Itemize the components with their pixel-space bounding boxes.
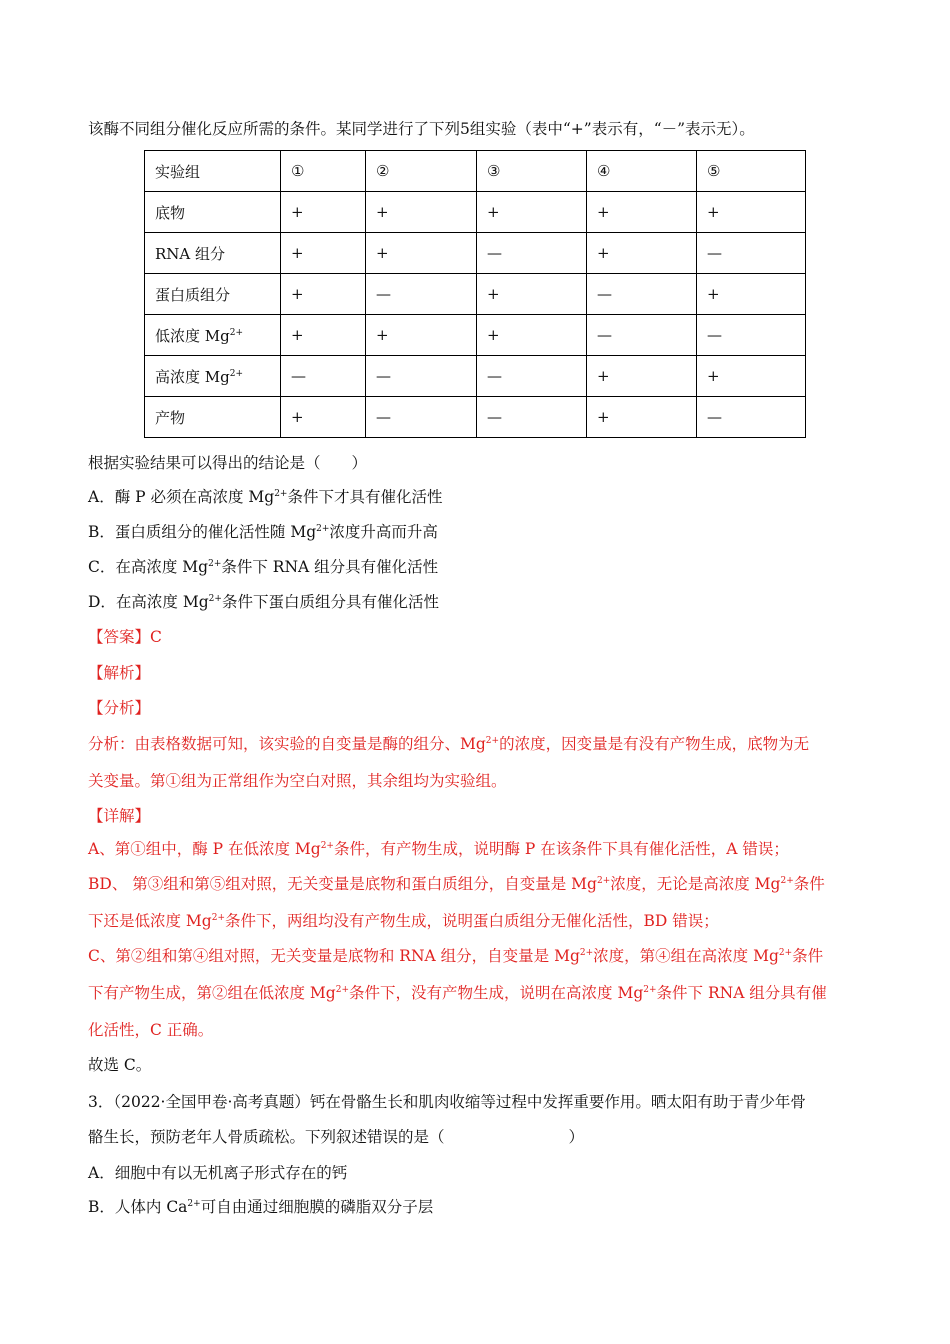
option-c: C．在高浓度 $Mg^{2+}$条件下 RNA 组分具有催化活性 [88,558,439,576]
table-row [145,192,806,233]
q3-stem-1: 3．（2022·全国甲卷·高考真题）钙在骨骼生长和肌肉收缩等过程中发挥重要作用。晒太阳有助于青少年骨 [88,1093,806,1111]
row-label [145,356,281,397]
table-cell: + [281,274,366,315]
answer-value: C [150,628,162,646]
table-cell: + [587,356,697,397]
table-cell: — [366,274,477,315]
detail-c-2: 下有产物生成，第②组在低浓度 $Mg^{2+}$条件下，没有产物生成，说明在高浓度 $Mg^{2+}$条件下 RNA 组分具有催 [88,984,827,1002]
superscript: 2+ [229,327,244,338]
table-header-cell: ② [366,151,477,192]
superscript: 2+ [229,368,244,379]
table-cell: + [281,315,366,356]
table-cell: + [281,397,366,438]
fenxi-heading: 【分析】 [88,699,151,717]
table-cell: + [587,397,697,438]
table-header-cell: 实验组 [145,151,281,192]
xiangjie-heading: 【详解】 [88,807,151,825]
table-cell: + [477,192,587,233]
detail-bd-2: 下还是低浓度 $Mg^{2+}$条件下，两组均没有产物生成，说明蛋白质组分无催化活性，BD 错误； [88,912,719,930]
detail-c-1: C、第②组和第④组对照，无关变量是底物和 RNA 组分，自变量是 $Mg^{2+}$浓度，第④组在高浓度 $Mg^{2+}$条件 [88,947,824,965]
table-cell: — [477,233,587,274]
row-label-text: 高浓度 Mg [155,367,230,386]
table-cell: — [697,315,806,356]
row-label: RNA 组分 [145,233,281,274]
table-row [145,315,806,356]
question-stem: 根据实验结果可以得出的结论是（ ） [88,454,368,472]
table-row [145,274,806,315]
q3-option-b: B．人体内 $Ca^{2+}$可自由通过细胞膜的磷脂双分子层 [88,1198,434,1216]
table-header-cell: ⑤ [697,151,806,192]
choose-line: 故选 C。 [88,1056,152,1074]
table-cell: — [281,356,366,397]
intro-text: 该酶不同组分催化反应所需的条件。某同学进行了下列5组实验（表中“+”表示有，“－”表示无）。 [88,120,755,138]
table-cell: — [366,397,477,438]
table-cell: — [477,397,587,438]
detail-c-3: 化活性，C 正确。 [88,1021,214,1039]
row-label [145,315,281,356]
table-cell: + [281,192,366,233]
row-label: 产物 [145,397,281,438]
table-row [145,233,806,274]
fenxi-text-1: 分析：由表格数据可知，该实验的自变量是酶的组分、$Mg^{2+}$的浓度，因变量是有没有产物生成，底物为无 [88,735,810,753]
q3-stem-2: 骼生长，预防老年人骨质疏松。下列叙述错误的是（ ） [88,1128,585,1146]
table-cell: — [587,315,697,356]
table-cell: + [366,315,477,356]
table-cell: + [366,192,477,233]
table-cell: — [697,233,806,274]
option-d: D．在高浓度 $Mg^{2+}$条件下蛋白质组分具有催化活性 [88,593,439,611]
table-cell: + [281,233,366,274]
table-cell: + [477,315,587,356]
table-header-cell: ① [281,151,366,192]
answer-label: 【答案】 [88,628,151,646]
row-label: 蛋白质组分 [145,274,281,315]
fenxi-text-2: 关变量。第①组为正常组作为空白对照，其余组均为实验组。 [88,772,507,790]
detail-bd-1: BD、 第③组和第⑤组对照，无关变量是底物和蛋白质组分，自变量是 $Mg^{2+}$浓度，无论是高浓度 $Mg^{2+}$条件 [88,875,825,893]
table-cell: + [366,233,477,274]
detail-a: A、第①组中，酶 P 在低浓度 $Mg^{2+}$条件，有产物生成，说明酶 P 在该条件下具有催化活性，A 错误； [88,840,789,858]
table-header-cell: ④ [587,151,697,192]
row-label-text: 低浓度 Mg [155,326,230,345]
table-cell: + [477,274,587,315]
jiexi-heading: 【解析】 [88,664,151,682]
row-label: 底物 [145,192,281,233]
table-header-row [145,151,806,192]
table-cell: + [697,274,806,315]
table-header-cell: ③ [477,151,587,192]
table-cell: + [587,192,697,233]
table-cell: + [587,233,697,274]
experiment-table [144,150,806,438]
table-row [145,356,806,397]
table-cell: + [697,356,806,397]
option-b: B．蛋白质组分的催化活性随 $Mg^{2+}$浓度升高而升高 [88,523,438,541]
table-cell: — [697,397,806,438]
table-cell: — [587,274,697,315]
table-cell: + [697,192,806,233]
table-cell: — [477,356,587,397]
answer-line [88,626,162,648]
table-cell: — [366,356,477,397]
table-row [145,397,806,438]
option-a: A．酶 P 必须在高浓度 $Mg^{2+}$条件下才具有催化活性 [88,488,443,506]
q3-option-a: A．细胞中有以无机离子形式存在的钙 [88,1164,348,1182]
